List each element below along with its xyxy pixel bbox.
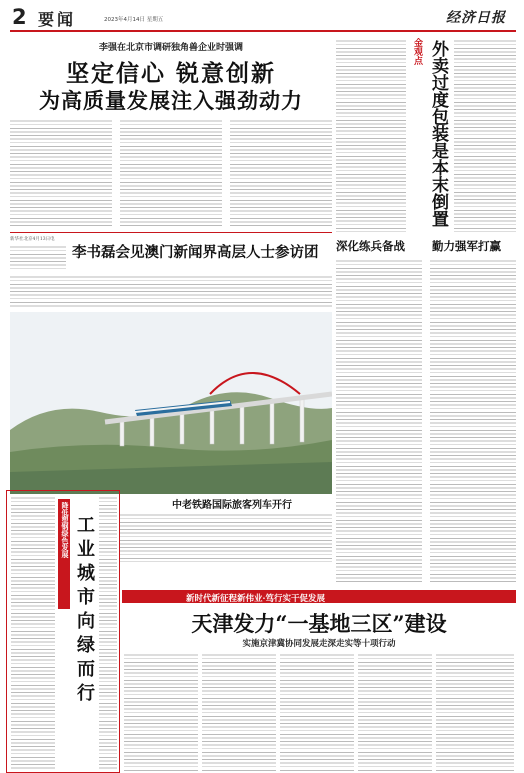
reform-headline-left: 深化练兵备战 [336, 239, 405, 253]
macao-kicker: 新华社北京4月13日电 [10, 237, 55, 242]
lead-body-col2 [120, 118, 222, 226]
masthead [0, 0, 524, 38]
lead-body-col1 [10, 118, 112, 226]
lead-kicker: 李强在北京市调研独角兽企业时强调 [98, 43, 243, 53]
masthead-rule [10, 30, 516, 32]
commentary-headline: 外卖过度包装是本末倒置 [428, 40, 448, 227]
tianjin-body-col4 [358, 652, 432, 773]
reform-body-col1 [336, 258, 422, 584]
tianjin-body-col5 [436, 652, 514, 773]
tianjin-series-label: 新时代新征程新伟业·笃行实干促发展 [186, 593, 325, 603]
reform-headline-right: 勤力强军打赢 [432, 239, 501, 253]
reform-body-col2 [430, 258, 516, 584]
macao-headline: 李书磊会见澳门新闻界高层人士参访团 [72, 244, 319, 261]
commentary-body-right [454, 38, 516, 232]
tianjin-body-col1 [124, 652, 198, 773]
lead-body-col3 [230, 118, 332, 226]
macao-lead-text [10, 244, 66, 272]
tianjin-story [122, 590, 516, 773]
lead-headline-line1: 坚定信心 锐意创新 [65, 60, 276, 87]
feature-headline: 工业城市向绿而行 [74, 515, 95, 707]
commentary-section [336, 36, 516, 234]
railway-photo-image [10, 312, 332, 494]
tianjin-body-col2 [202, 652, 276, 773]
railway-caption [120, 496, 332, 566]
railway-photo [10, 312, 332, 494]
tianjin-headline: 天津发力“一基地三区”建设 [191, 611, 447, 636]
tianjin-series-banner [122, 590, 516, 603]
macao-rule [10, 232, 332, 233]
commentary-body-left [336, 38, 406, 232]
page-number: 2 [12, 5, 27, 29]
feature-tag: 降低塑钢绿色发展 [58, 499, 70, 609]
commentary-tag: 金观点 [412, 38, 422, 65]
macao-story [10, 232, 332, 310]
tianjin-body-col3 [280, 652, 354, 773]
lead-story [10, 36, 332, 228]
issue-date: 2023年4月14日 星期五 [104, 17, 164, 23]
lead-headline-line2: 为高质量发展注入强劲动力 [39, 88, 303, 113]
section-name: 要闻 [38, 10, 77, 29]
newspaper-logo: 经济日报 [446, 10, 506, 26]
macao-body [10, 274, 332, 308]
tianjin-subhead: 实施京津冀协同发展走深走实等十项行动 [242, 639, 396, 649]
feature-box [6, 490, 120, 773]
railway-caption-title: 中老铁路国际旅客列车开行 [172, 500, 292, 511]
feature-body-left [11, 495, 55, 770]
reform-story [336, 236, 516, 586]
railway-caption-text [120, 512, 332, 562]
feature-body-right [99, 495, 117, 770]
